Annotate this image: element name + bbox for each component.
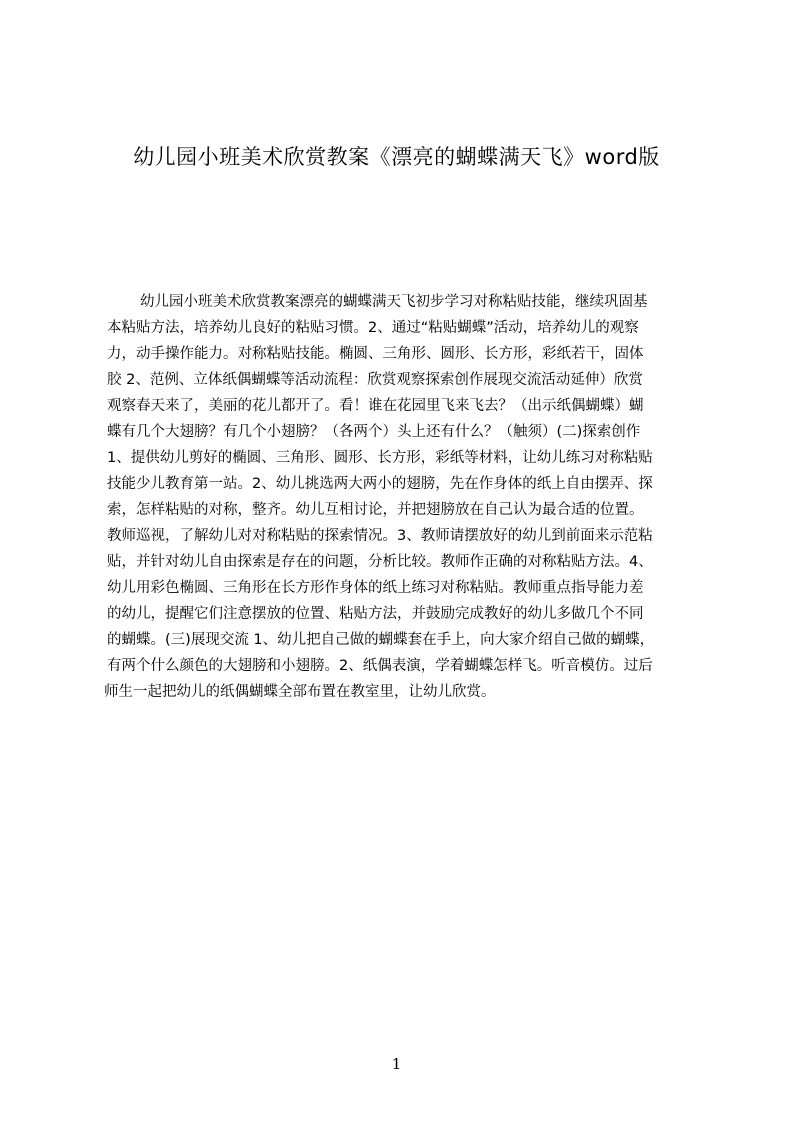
body-line: 技能少儿教育第一站。2、幼儿挑选两大两小的翅膀，先在作身体的纸上自由摆弄、探 (107, 476, 653, 492)
body-line: 的幼儿，提醒它们注意摆放的位置、粘贴方法，并鼓励完成教好的幼儿多做几个不同 (107, 606, 644, 622)
body-line: 教师巡视，了解幼儿对对称粘贴的探索情况。3、教师请摆放好的幼儿到前面来示范粘 (107, 528, 653, 544)
body-line: 本粘贴方法，培养幼儿良好的粘贴习惯。2、通过“粘贴蝴蝶”活动，培养幼儿的观察 (107, 320, 639, 336)
body-line: 力，动手操作能力。对称粘贴技能。椭圆、三角形、圆形、长方形，彩纸若干，固体 (107, 346, 644, 362)
body-line: 蝶有几个大翅膀？有几个小翅膀？（各两个）头上还有什么？（触须）(二)探索创作 (107, 424, 641, 440)
body-line: 幼儿用彩色椭圆、三角形在长方形作身体的纸上练习对称粘贴。教师重点指导能力差 (107, 580, 644, 596)
body-line: 观察春天来了，美丽的花儿都开了。看！谁在花园里飞来飞去？（出示纸偶蝴蝶）蝴 (107, 398, 644, 414)
body-line: 胶 2、范例、立体纸偶蝴蝶等活动流程：欣赏观察探索创作展现交流活动延伸）欣赏 (107, 372, 643, 388)
body-line: 贴，并针对幼儿自由探索是存在的问题，分析比较。教师作正确的对称粘贴方法。4、 (107, 554, 653, 570)
body-line: 1、提供幼儿剪好的椭圆、三角形、圆形、长方形，彩纸等材料，让幼儿练习对称粘贴 (107, 450, 653, 466)
body-line: 有两个什么颜色的大翅膀和小翅膀。2、纸偶表演，学着蝴蝶怎样飞。听音模仿。过后 (107, 658, 653, 674)
document-title: 幼儿园小班美术欣赏教案《漂亮的蝴蝶满天飞》word版 (133, 145, 660, 169)
page-number: 1 (391, 1055, 402, 1073)
body-line: 的蝴蝶。(三)展现交流 1、幼儿把自己做的蝴蝶套在手上，向大家介绍自己做的蝴蝶， (107, 632, 655, 648)
document-body (0, 290, 703, 706)
body-line: 索，怎样粘贴的对称，整齐。幼儿互相讨论，并把翅膀放在自己认为最合适的位置。 (107, 502, 644, 518)
body-line: 师生一起把幼儿的纸偶蝴蝶全部布置在教室里，让幼儿欣赏。 (104, 684, 496, 700)
body-line: 幼儿园小班美术欣赏教案漂亮的蝴蝶满天飞初步学习对称粘贴技能，继续巩固基 (140, 294, 648, 310)
